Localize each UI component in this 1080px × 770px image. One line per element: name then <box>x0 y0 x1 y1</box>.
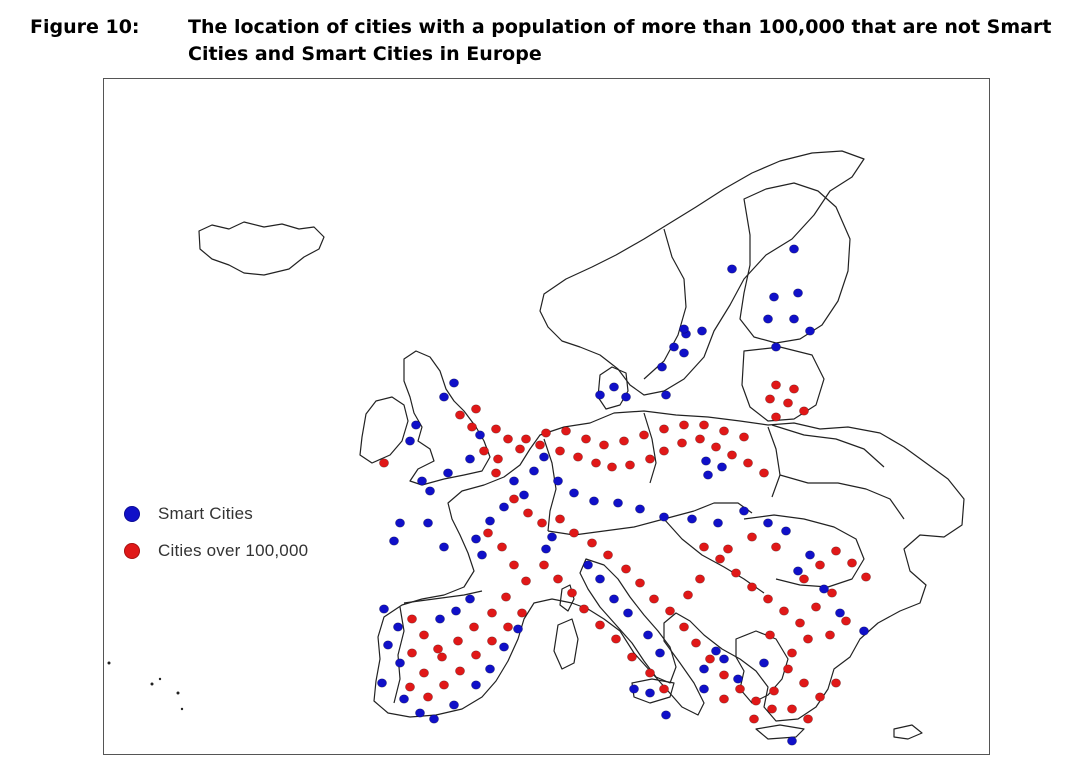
city-over-100k-marker <box>621 565 630 573</box>
smart-city-marker <box>449 701 458 709</box>
smart-city-marker <box>759 659 768 667</box>
smart-city-marker <box>763 519 772 527</box>
city-over-100k-marker <box>699 421 708 429</box>
city-over-100k-marker <box>537 519 546 527</box>
city-over-100k-marker <box>763 595 772 603</box>
city-over-100k-marker <box>659 685 668 693</box>
scandinavia-outline <box>540 151 864 395</box>
city-over-100k-marker <box>841 617 850 625</box>
city-over-100k-marker <box>479 447 488 455</box>
smart-city-marker <box>499 643 508 651</box>
city-over-100k-marker <box>719 695 728 703</box>
city-over-100k-marker <box>677 439 686 447</box>
city-over-100k-marker <box>679 623 688 631</box>
germany-poland-border <box>644 413 656 483</box>
city-over-100k-marker <box>437 653 446 661</box>
azores-dot <box>177 692 180 695</box>
smart-city-marker <box>541 545 550 553</box>
smart-city-marker <box>377 679 386 687</box>
smart-city-marker <box>701 457 710 465</box>
city-over-100k-marker <box>569 529 578 537</box>
smart-city-marker <box>659 513 668 521</box>
city-over-100k-marker <box>727 451 736 459</box>
city-over-100k-marker <box>769 687 778 695</box>
city-over-100k-marker <box>723 545 732 553</box>
city-over-100k-marker <box>433 645 442 653</box>
city-over-100k-marker <box>831 679 840 687</box>
city-over-100k-marker <box>567 589 576 597</box>
sardinia-outline <box>554 619 578 669</box>
smart-city-marker <box>449 379 458 387</box>
smart-city-marker <box>529 467 538 475</box>
smart-city-marker <box>435 615 444 623</box>
smart-city-marker <box>819 585 828 593</box>
city-over-100k-marker <box>469 623 478 631</box>
city-over-100k-marker <box>731 569 740 577</box>
city-over-100k-marker <box>787 705 796 713</box>
smart-city-marker <box>471 681 480 689</box>
crete-outline <box>756 725 804 739</box>
smart-city-marker <box>635 505 644 513</box>
city-over-100k-marker <box>799 575 808 583</box>
cyprus-outline <box>894 725 922 739</box>
city-over-100k-marker <box>795 619 804 627</box>
smart-city-marker <box>609 595 618 603</box>
smart-city-marker <box>787 737 796 745</box>
city-over-100k-marker <box>453 637 462 645</box>
city-over-100k-marker <box>423 693 432 701</box>
city-over-100k-marker <box>619 437 628 445</box>
city-over-100k-marker <box>595 621 604 629</box>
city-over-100k-marker <box>555 447 564 455</box>
city-over-100k-marker <box>625 461 634 469</box>
city-over-100k-marker <box>471 405 480 413</box>
smart-city-marker <box>519 491 528 499</box>
city-over-100k-marker <box>455 411 464 419</box>
city-over-100k-marker <box>695 575 704 583</box>
city-over-100k-marker <box>515 445 524 453</box>
smart-city-marker <box>645 689 654 697</box>
figure-label: Figure 10: <box>30 16 140 38</box>
smart-city-marker <box>595 575 604 583</box>
europe-map <box>104 79 988 753</box>
city-over-100k-marker <box>765 631 774 639</box>
city-over-100k-marker <box>491 469 500 477</box>
city-over-100k-marker <box>509 561 518 569</box>
city-over-100k-marker <box>659 447 668 455</box>
iceland-outline <box>199 222 324 275</box>
city-over-100k-marker <box>471 651 480 659</box>
city-over-100k-marker <box>699 543 708 551</box>
smart-city-marker <box>661 711 670 719</box>
city-over-100k-marker <box>467 423 476 431</box>
city-over-100k-marker <box>771 543 780 551</box>
smart-city-marker <box>399 695 408 703</box>
city-over-100k-marker <box>639 431 648 439</box>
city-over-100k-marker <box>695 435 704 443</box>
smart-city-marker <box>643 631 652 639</box>
smart-city-marker <box>553 477 562 485</box>
smart-city-swatch <box>124 506 140 522</box>
city-over-100k-marker <box>787 649 796 657</box>
city-over-100k-marker <box>799 679 808 687</box>
smart-city-marker <box>623 609 632 617</box>
map-frame <box>103 78 990 755</box>
smart-city-marker <box>405 437 414 445</box>
smart-city-marker <box>415 709 424 717</box>
atlantic-islands <box>108 662 184 711</box>
figure-title: The location of cities with a population of more than 100,000 that are not Smart Cities and Smart Cities in Europe <box>188 16 1052 65</box>
smart-city-marker <box>771 343 780 351</box>
smart-city-marker <box>417 477 426 485</box>
city-over-100k-marker <box>455 667 464 675</box>
city-over-100k-marker <box>535 441 544 449</box>
balkan-border <box>664 519 764 593</box>
city-over-100k-marker <box>539 561 548 569</box>
smart-city-marker <box>395 519 404 527</box>
legend-label: Smart Cities <box>158 504 253 523</box>
smart-city-marker <box>465 595 474 603</box>
city-over-100k-marker <box>759 469 768 477</box>
city-over-100k-marker <box>771 381 780 389</box>
smart-city-marker <box>805 551 814 559</box>
city-over-100k-marker <box>803 635 812 643</box>
city-over-100k-marker <box>521 577 530 585</box>
legend-label: Cities over 100,000 <box>158 541 309 560</box>
azores-dot <box>181 708 183 710</box>
city-over-100k-marker <box>483 529 492 537</box>
smart-city-marker <box>429 715 438 723</box>
city-over-100k-marker <box>573 453 582 461</box>
city-over-100k-marker <box>749 715 758 723</box>
city-over-100k-marker <box>407 649 416 657</box>
smart-city-marker <box>383 641 392 649</box>
smart-city-marker <box>547 533 556 541</box>
azores-dot <box>159 678 161 680</box>
city-over-100k-marker <box>635 579 644 587</box>
city-over-100k-marker <box>767 705 776 713</box>
smart-city-marker <box>569 489 578 497</box>
smart-city-marker <box>697 327 706 335</box>
smart-city-marker <box>439 393 448 401</box>
smart-city-marker <box>379 605 388 613</box>
smart-city-marker <box>781 527 790 535</box>
city-over-100k-marker <box>611 635 620 643</box>
smart-city-marker <box>485 665 494 673</box>
legend-item-cities-over-100000 <box>124 541 308 561</box>
city-over-100k-marker <box>771 413 780 421</box>
smart-city-marker <box>699 665 708 673</box>
city-over-100k-marker <box>587 539 596 547</box>
city-over-100k-marker <box>719 427 728 435</box>
city-over-100k-marker <box>645 669 654 677</box>
smart-city-marker <box>393 623 402 631</box>
city-over-100k-marker <box>815 561 824 569</box>
italy-outline <box>580 559 676 683</box>
city-over-100k-marker <box>501 593 510 601</box>
smart-city-marker <box>859 627 868 635</box>
smart-city-marker <box>395 659 404 667</box>
smart-city-marker <box>703 471 712 479</box>
city-over-100k-marker <box>711 443 720 451</box>
city-over-100k-marker <box>521 435 530 443</box>
city-over-100k-marker <box>517 609 526 617</box>
city-over-100k-marker <box>561 427 570 435</box>
city-over-100k-marker <box>815 693 824 701</box>
spain-portugal-border <box>394 607 404 703</box>
city-over-100k-marker <box>715 555 724 563</box>
city-over-100k-marker <box>831 547 840 555</box>
city-over-100k-marker <box>665 607 674 615</box>
city-over-100k-marker <box>861 573 870 581</box>
smart-city-marker <box>595 391 604 399</box>
belarus-border <box>772 425 884 467</box>
smart-city-marker <box>739 507 748 515</box>
smart-city-marker <box>699 685 708 693</box>
smart-city-marker <box>669 343 678 351</box>
city-over-100k-marker <box>679 421 688 429</box>
smart-city-marker <box>443 469 452 477</box>
smart-city-marker <box>621 393 630 401</box>
city-over-100k-marker <box>491 425 500 433</box>
city-over-100k-marker <box>439 681 448 689</box>
great-britain-outline <box>404 351 490 485</box>
city-over-100k-marker <box>591 459 600 467</box>
legend-item-smart-cities <box>124 504 253 524</box>
azores-dot <box>151 683 154 686</box>
smart-city-marker <box>763 315 772 323</box>
city-over-100k-marker <box>599 441 608 449</box>
city-over-100k-marker <box>799 407 808 415</box>
city-over-100k-marker <box>607 463 616 471</box>
city-over-100k-marker <box>553 575 562 583</box>
smart-city-marker <box>679 325 688 333</box>
city-over-100k-marker <box>739 433 748 441</box>
smart-city-marker <box>679 349 688 357</box>
azores-dot <box>108 662 111 665</box>
smart-city-marker <box>539 453 548 461</box>
city-over-100k-marker <box>579 605 588 613</box>
city-over-100k-marker <box>683 591 692 599</box>
smart-city-marker <box>423 519 432 527</box>
city-over-100k-marker <box>541 429 550 437</box>
city-over-100k-marker <box>603 551 612 559</box>
country-outlines <box>199 151 964 739</box>
city-over-100k-marker <box>419 631 428 639</box>
smart-city-marker <box>589 497 598 505</box>
smart-city-marker <box>661 391 670 399</box>
city-over-100k-marker <box>747 583 756 591</box>
smart-city-marker <box>713 519 722 527</box>
city-over-100k-marker <box>743 459 752 467</box>
smart-city-marker <box>789 245 798 253</box>
smart-city-marker <box>629 685 638 693</box>
city-over-100k-marker <box>503 435 512 443</box>
smart-city-marker <box>711 647 720 655</box>
smart-city-marker <box>835 609 844 617</box>
smart-city-marker <box>485 517 494 525</box>
smart-city-marker <box>477 551 486 559</box>
city-over-100k-marker <box>779 607 788 615</box>
smart-city-marker <box>789 315 798 323</box>
smart-city-marker <box>513 625 522 633</box>
smart-city-marker <box>793 567 802 575</box>
city-over-100k-marker <box>783 399 792 407</box>
smart-city-marker <box>657 363 666 371</box>
smart-city-marker <box>439 543 448 551</box>
city-over-100k-marker <box>487 609 496 617</box>
city-over-100k-marker <box>705 655 714 663</box>
smart-city-marker <box>655 649 664 657</box>
city-over-100k-marker <box>765 395 774 403</box>
city-over-100k-marker <box>789 385 798 393</box>
city-over-100k-marker <box>493 455 502 463</box>
city-over-100k-marker <box>503 623 512 631</box>
city-over-100k-marker <box>847 559 856 567</box>
smart-city-marker <box>793 289 802 297</box>
city-over-100k-marker <box>649 595 658 603</box>
smart-city-marker <box>687 515 696 523</box>
city-over-100k-marker <box>803 715 812 723</box>
smart-city-marker <box>509 477 518 485</box>
city-over-100k-marker <box>735 685 744 693</box>
city-over-100k-marker <box>825 631 834 639</box>
smart-city-marker <box>451 607 460 615</box>
smart-city-marker <box>719 655 728 663</box>
city-over-100k-marker <box>659 425 668 433</box>
smart-city-marker <box>613 499 622 507</box>
baltics-outline <box>742 347 824 421</box>
city-over-100k-swatch <box>124 543 140 559</box>
ukraine-border <box>780 475 904 519</box>
city-over-100k-marker <box>645 455 654 463</box>
smart-city-marker <box>769 293 778 301</box>
smart-city-marker <box>583 561 592 569</box>
city-over-100k-marker <box>379 459 388 467</box>
city-over-100k-marker <box>487 637 496 645</box>
city-over-100k-marker <box>751 697 760 705</box>
city-over-100k-marker <box>581 435 590 443</box>
smart-city-marker <box>733 675 742 683</box>
ireland-outline <box>360 397 408 463</box>
city-over-100k-marker <box>827 589 836 597</box>
city-over-100k-marker <box>419 669 428 677</box>
city-over-100k-marker <box>783 665 792 673</box>
city-over-100k-marker <box>555 515 564 523</box>
smart-city-marker <box>805 327 814 335</box>
norway-sweden-border <box>644 229 686 379</box>
city-over-100k-marker <box>497 543 506 551</box>
smart-city-marker <box>465 455 474 463</box>
city-over-100k-marker <box>407 615 416 623</box>
smart-city-marker <box>471 535 480 543</box>
smart-city-marker <box>609 383 618 391</box>
smart-city-marker <box>499 503 508 511</box>
smart-city-marker <box>727 265 736 273</box>
smart-city-marker <box>389 537 398 545</box>
city-over-100k-marker <box>691 639 700 647</box>
poland-east-border <box>768 427 780 497</box>
city-over-100k-marker <box>405 683 414 691</box>
city-over-100k-marker <box>523 509 532 517</box>
smart-city-marker <box>425 487 434 495</box>
smart-city-marker <box>475 431 484 439</box>
smart-city-marker <box>411 421 420 429</box>
smart-city-marker <box>717 463 726 471</box>
city-markers <box>377 245 870 745</box>
city-over-100k-marker <box>747 533 756 541</box>
city-over-100k-marker <box>509 495 518 503</box>
city-over-100k-marker <box>811 603 820 611</box>
city-over-100k-marker <box>627 653 636 661</box>
city-over-100k-marker <box>719 671 728 679</box>
